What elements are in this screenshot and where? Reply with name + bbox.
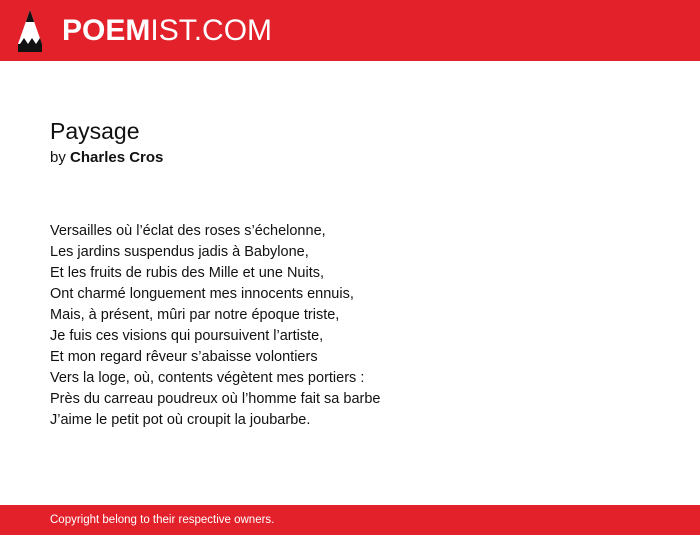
poem-line: Vers la loge, où, contents végètent mes portiers : [50,370,365,386]
poem-line: Ont charmé longuement mes innocents ennuis, [50,286,354,302]
brand-name-light: IST.COM [150,14,273,47]
poem-line: Et mon regard rêveur s’abaisse volontiers [50,349,318,365]
poem-line: Et les fruits de rubis des Mille et une Nuits, [50,265,325,281]
poem-line: J’aime le petit pot où croupit la joubarbe. [50,412,311,428]
brand-name-bold: POEM [62,14,151,47]
copyright-text: Copyright belong to their respective owners. [50,514,275,526]
byline-prefix: by [50,149,66,166]
site-logo-link[interactable] [18,9,272,53]
author-link[interactable]: Charles Cros [70,149,164,166]
site-footer [0,505,700,535]
poem-line: Mais, à présent, mûri par notre époque triste, [50,307,340,323]
poem-content [50,115,650,431]
site-header [0,0,700,61]
pencil-icon [18,10,42,52]
poem-line: Près du carreau poudreux où l’homme fait sa barbe [50,391,381,407]
brand-name [62,9,272,53]
poem-title: Paysage [50,118,140,144]
poem-body [50,221,650,431]
poem-byline [50,147,650,169]
poem-line: Les jardins suspendus jadis à Babylone, [50,244,309,260]
poem-line: Versailles où l’éclat des roses s’échelonne, [50,223,326,239]
poem-line: Je fuis ces visions qui poursuivent l’artiste, [50,328,324,344]
